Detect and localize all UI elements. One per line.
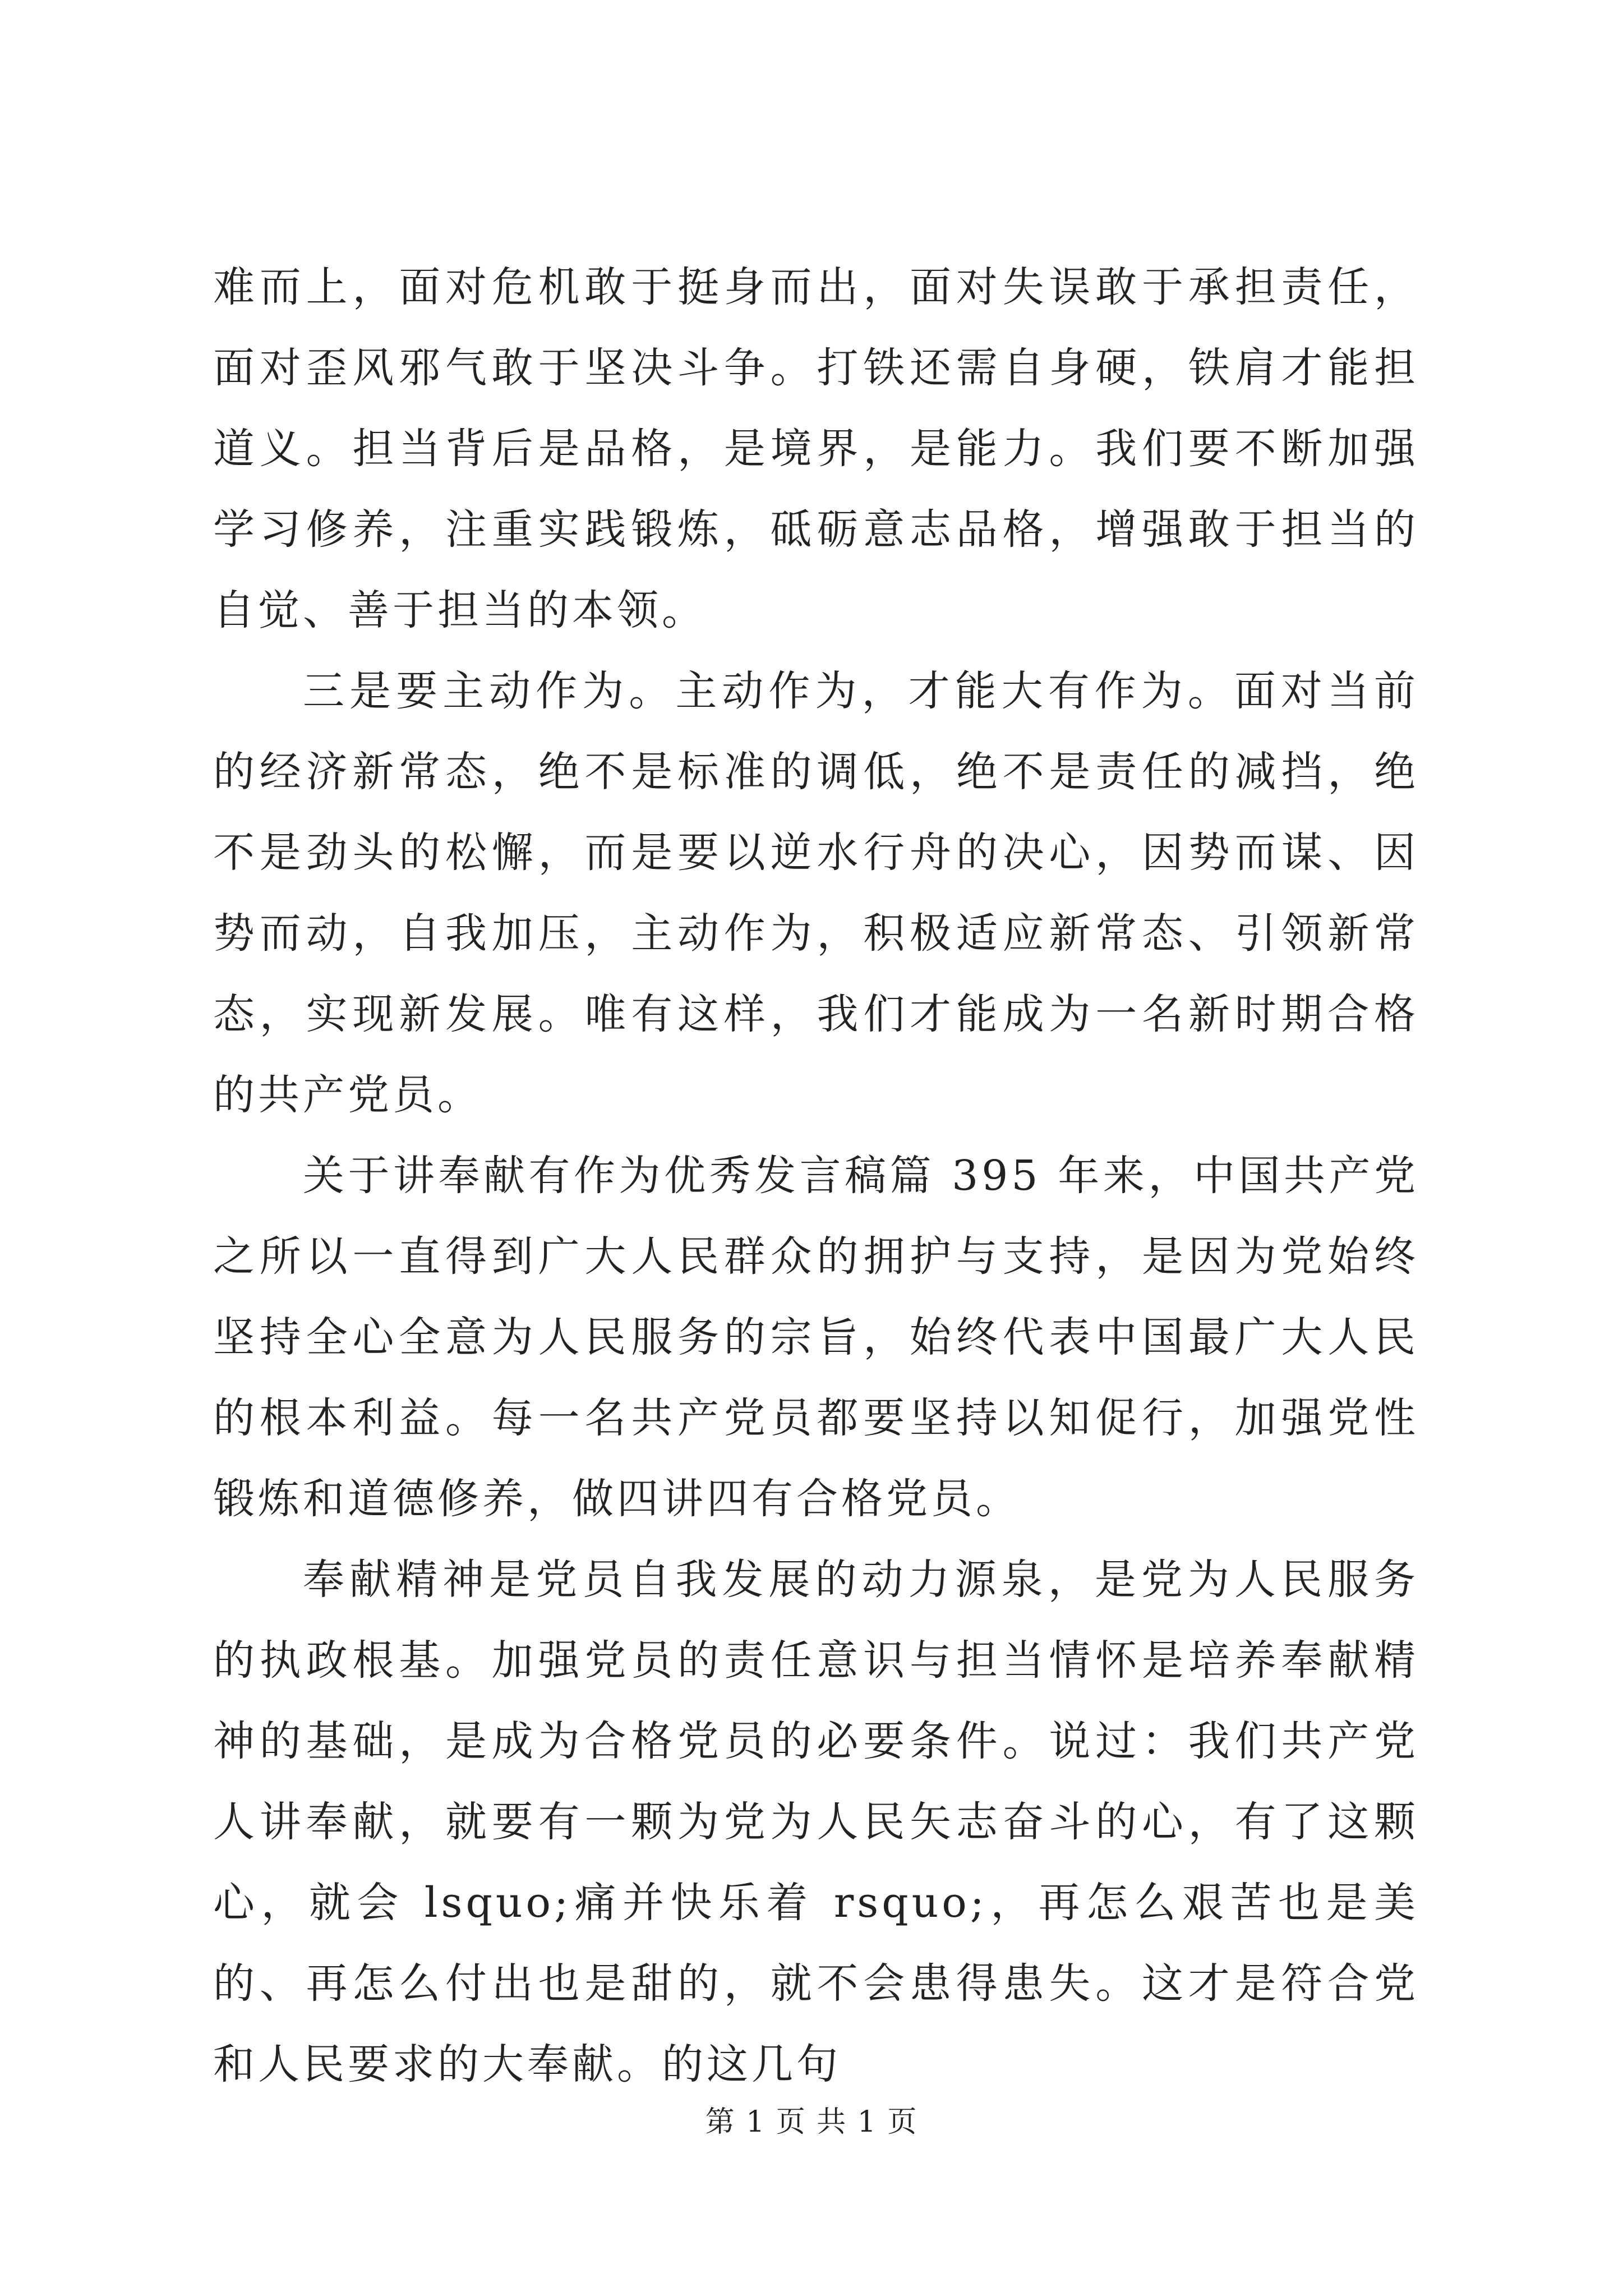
document-body xyxy=(213,247,1419,2105)
paragraph-2: 三是要主动作为。主动作为，才能大有作为。面对当前的经济新常态，绝不是标准的调低，绝不是责任的减挡，绝不是劲头的松懈，而是要以逆水行舟的决心，因势而谋、因势而动，自我加压，主动作为，积极适应新常态、引领新常态，实现新发展。唯有这样，我们才能成为一名新时期合格的共产党员。 xyxy=(213,667,1419,1119)
page-footer: 第 1 页 共 1 页 xyxy=(705,2105,918,2139)
paragraph-1: 难而上，面对危机敢于挺身而出，面对失误敢于承担责任，面对歪风邪气敢于坚决斗争。打铁还需自身硬，铁肩才能担道义。担当背后是品格，是境界，是能力。我们要不断加强学习修养，注重实践锻炼，砥砺意志品格，增强敢于担当的自觉、善于担当的本领。 xyxy=(213,263,1419,634)
paragraph-4: 奉献精神是党员自我发展的动力源泉，是党为人民服务的执政根基。加强党员的责任意识与担当情怀是培养奉献精神的基础，是成为合格党员的必要条件。说过：我们共产党人讲奉献，就要有一颗为党为人民矢志奋斗的心，有了这颗心，就会 lsquo;痛并快乐着 rsquo;，再怎么艰苦也是美的、再怎么付出也是甜的，就不会患得患失。这才是符合党和人民要求的大奉献。的这几句 xyxy=(213,1556,1419,2088)
paragraph-3: 关于讲奉献有作为优秀发言稿篇 395 年来，中国共产党之所以一直得到广大人民群众的拥护与支持，是因为党始终坚持全心全意为人民服务的宗旨，始终代表中国最广大人民的根本利益。每一名共产党员都要坚持以知促行，加强党性锻炼和道德修养，做四讲四有合格党员。 xyxy=(213,1152,1419,1523)
